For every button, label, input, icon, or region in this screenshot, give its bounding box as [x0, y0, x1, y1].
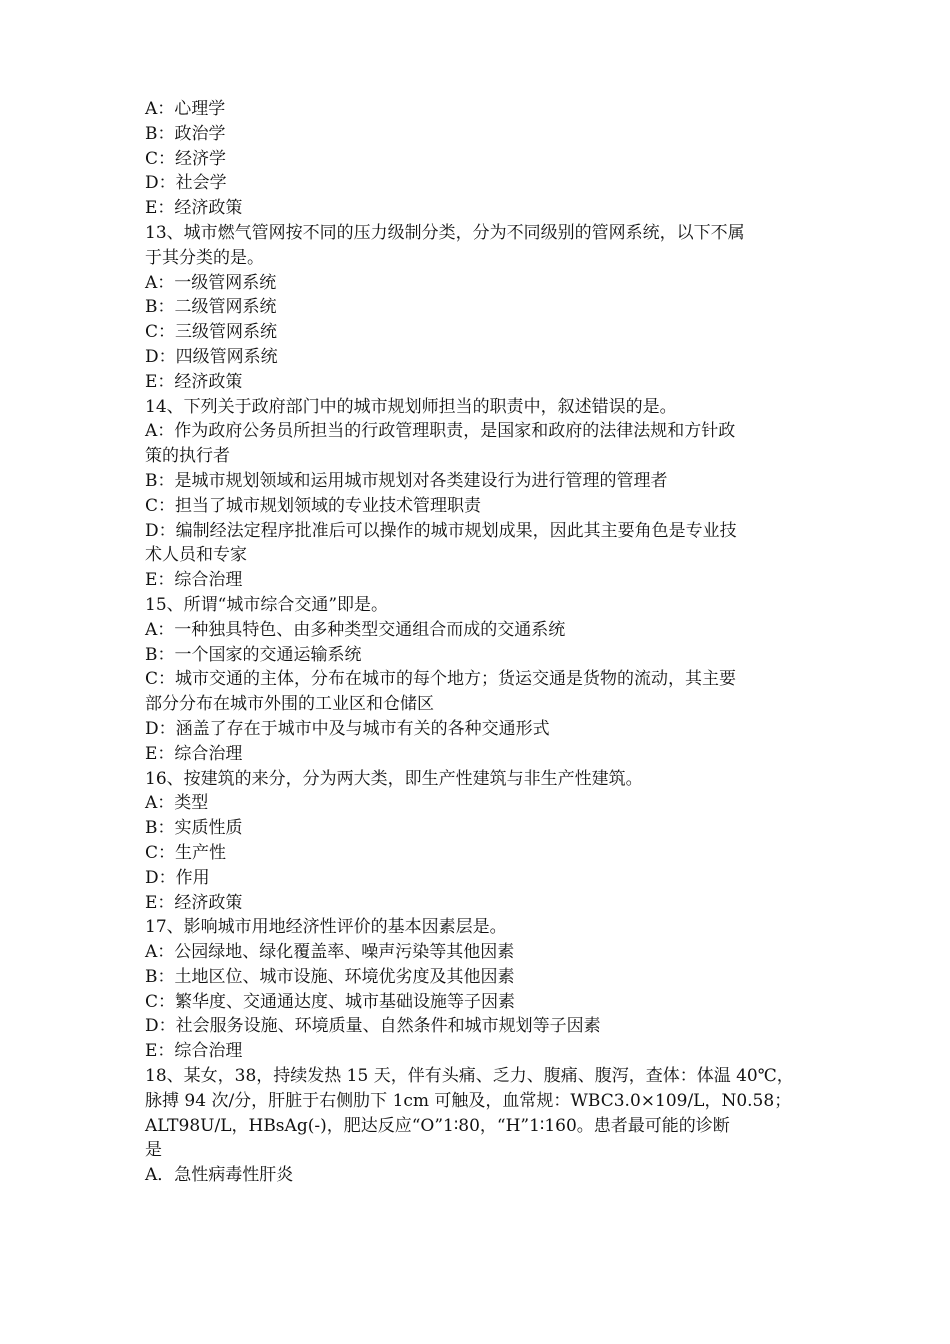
option-e: E：综合治理: [145, 1041, 243, 1062]
option-a: A：一种独具特色、由多种类型交通组合而成的交通系统: [145, 619, 566, 640]
option-d: D：涵盖了存在于城市中及与城市有关的各种交通形式: [145, 718, 550, 739]
option-a: A：一级管网系统: [145, 272, 277, 293]
option-a: A：作为政府公务员所担当的行政管理职责，是国家和政府的法律法规和方针政: [145, 421, 736, 442]
question-13: 13、城市燃气管网按不同的压力级制分类，分为不同级别的管网系统，以下不属: [145, 222, 745, 243]
option-a: A：心理学: [145, 99, 226, 119]
question-18-cont: 脉搏 94 次/分，肝脏于右侧肋下 1cm 可触及，血常规：WBC3.0×109/L，N0.58；: [145, 1090, 792, 1111]
question-18: 18、某女，38，持续发热 15 天，伴有头痛、乏力、腹痛、腹泻，查体：体温 40℃，: [145, 1066, 794, 1087]
option-d: D：编制经法定程序批准后可以操作的城市规划成果，因此其主要角色是专业技: [145, 520, 737, 541]
option-d: D：四级管网系统: [145, 346, 278, 367]
question-16: 16、按建筑的来分，分为两大类，即生产性建筑与非生产性建筑。: [145, 768, 643, 789]
option-e: E：综合治理: [145, 570, 243, 591]
question-18-cont: 是: [145, 1140, 162, 1161]
option-c: C：担当了城市规划领域的专业技术管理职责: [145, 495, 482, 516]
question-18-cont: ALT98U/L，HBsAg(-)，肥达反应“O”1∶80，“H”1∶160。患者最可能的诊断: [145, 1115, 730, 1136]
option-a: A：类型: [145, 793, 209, 814]
question-14: 14、下列关于政府部门中的城市规划师担当的职责中，叙述错误的是。: [145, 396, 677, 417]
option-c: C：经济学: [145, 148, 227, 169]
question-13-cont: 于其分类的是。: [145, 247, 264, 268]
option-c: C：三级管网系统: [145, 322, 278, 343]
option-e: E：经济政策: [145, 371, 243, 392]
option-b: B：实质性质: [145, 818, 243, 839]
question-15: 15、所谓“城市综合交通”即是。: [145, 594, 389, 615]
document-body: [145, 97, 815, 1188]
option-b: B：土地区位、城市设施、环境优劣度及其他因素: [145, 966, 515, 987]
option-c: C：城市交通的主体，分布在城市的每个地方；货运交通是货物的流动，其主要: [145, 669, 737, 690]
option-d: D：作用: [145, 867, 210, 888]
option-e: E：经济政策: [145, 892, 243, 913]
option-b: B：一个国家的交通运输系统: [145, 644, 362, 665]
option-a-cont: 策的执行者: [145, 446, 230, 467]
option-c: C：生产性: [145, 842, 227, 863]
option-b: B：政治学: [145, 123, 226, 144]
option-c: C：繁华度、交通通达度、城市基础设施等子因素: [145, 991, 516, 1012]
option-b: B：二级管网系统: [145, 297, 277, 318]
option-d: D：社会服务设施、环境质量、自然条件和城市规划等子因素: [145, 1016, 601, 1037]
option-c-cont: 部分分布在城市外围的工业区和仓储区: [145, 694, 434, 715]
option-b: B：是城市规划领域和运用城市规划对各类建设行为进行管理的管理者: [145, 470, 668, 491]
option-d: D：社会学: [145, 173, 227, 194]
option-a: A：公园绿地、绿化覆盖率、噪声污染等其他因素: [145, 942, 515, 963]
option-d-cont: 术人员和专家: [145, 545, 247, 566]
option-a: A．急性病毒性肝炎: [145, 1165, 294, 1186]
question-17: 17、影响城市用地经济性评价的基本因素层是。: [145, 917, 507, 938]
option-e: E：综合治理: [145, 743, 243, 764]
option-e: E：经济政策: [145, 198, 243, 219]
